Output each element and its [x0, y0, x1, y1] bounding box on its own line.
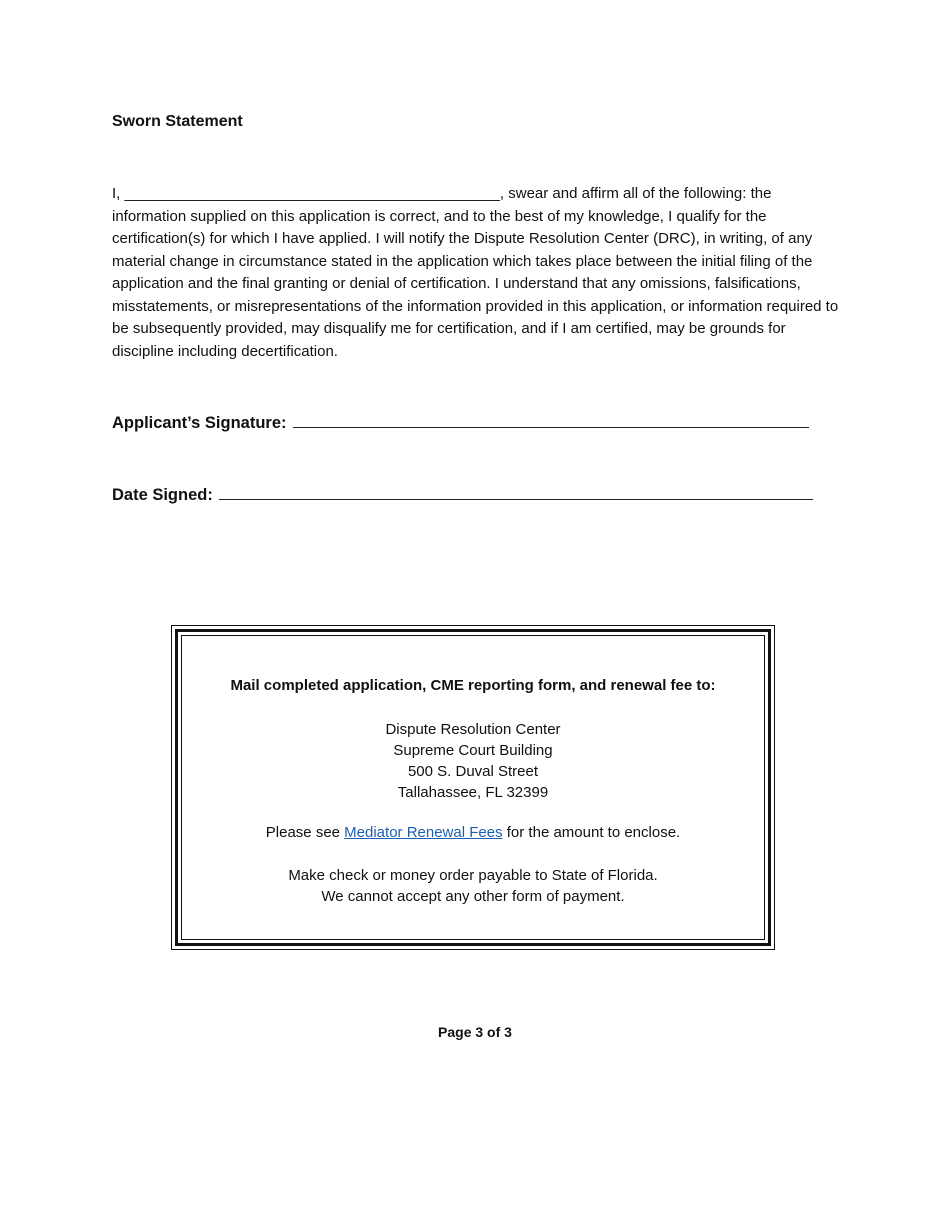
payment-note	[182, 865, 764, 907]
fees-note-before: Please see	[265, 824, 345, 841]
page-heading: Sworn Statement	[112, 113, 243, 130]
date-signed-label: Date Signed:	[112, 486, 213, 504]
address-line: 500 S. Duval Street	[407, 763, 539, 780]
page-number: Page 3 of 3	[438, 1024, 512, 1040]
statement-prefix: I,	[112, 185, 125, 202]
payment-note-line: We cannot accept any other form of payment.	[321, 888, 625, 905]
signature-label: Applicant’s Signature:	[112, 414, 287, 432]
address-line: Tallahassee, FL 32399	[397, 784, 549, 801]
name-blank: _____________________________________________	[124, 185, 500, 202]
fees-note-after: for the amount to enclose.	[502, 824, 681, 841]
address-line: Dispute Resolution Center	[385, 721, 561, 738]
mediator-renewal-fees-link[interactable]: Mediator Renewal Fees	[344, 824, 503, 841]
sworn-statement-text	[112, 183, 842, 363]
signature-row	[112, 411, 809, 433]
date-signed-line	[219, 483, 813, 500]
statement-body: , swear and affirm all of the following: the information supplied on this application is correct, and to the best of my knowledge, I qualify for the certification(s) for which I have applied. I will notify the Dispute Resolution Center (DRC), in writing, of any material change in circumstance stated in the application which takes place between the initial filing of the application and the final granting or denial of certification. I understand that any omissions, falsifications, misstatements, or misrepresentations of the information provided in this application, or information required to be subsequently provided, may disqualify me for certification, and if I am certified, may be grounds for discipline including decertification.	[112, 185, 839, 360]
box-border-thick	[175, 629, 771, 946]
signature-line	[293, 411, 809, 428]
mailing-instructions-box	[171, 625, 775, 950]
address-line: Supreme Court Building	[393, 742, 553, 759]
fees-note	[182, 824, 764, 841]
mail-instructions-title: Mail completed application, CME reporting form, and renewal fee to:	[230, 677, 716, 694]
payment-note-line: Make check or money order payable to State of Florida.	[288, 867, 658, 884]
box-content	[181, 635, 765, 940]
date-signed-row	[112, 483, 813, 505]
mailing-address	[182, 719, 764, 803]
